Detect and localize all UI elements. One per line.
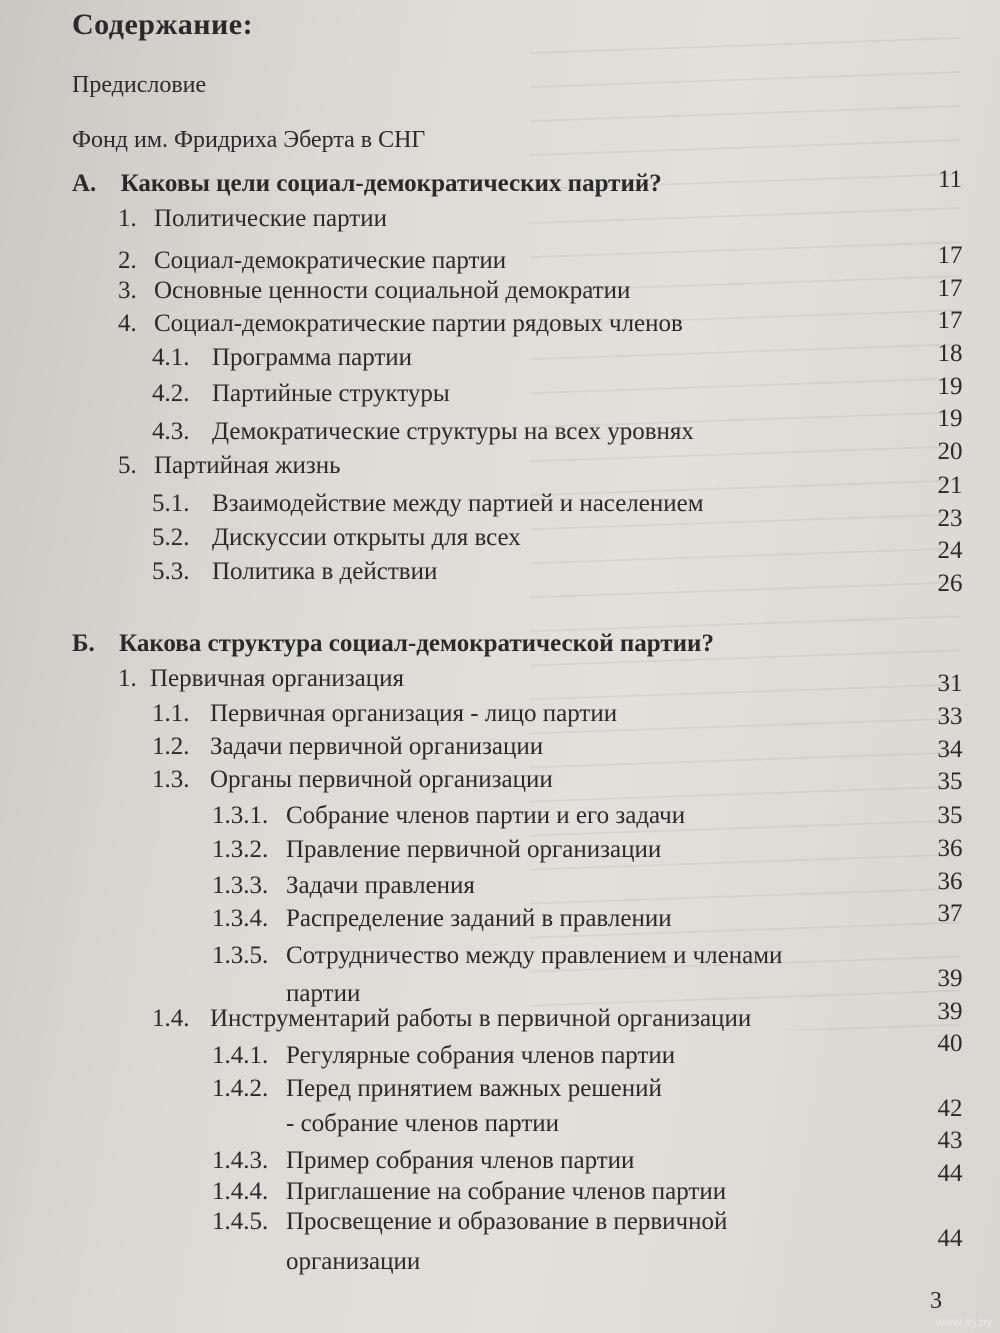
toc-entry: 1.3. Органы первичной организации	[152, 766, 553, 793]
page-number: 39	[937, 965, 963, 992]
page-number: 39	[937, 998, 963, 1025]
toc-entry: 4. Социал-демократические партии рядовых членов	[118, 310, 683, 337]
toc-entry: 1. Политические партии	[118, 205, 387, 232]
toc-entry: 1.4. Инструментарий работы в первичной организации	[152, 1005, 752, 1032]
section-a-heading	[72, 170, 662, 198]
toc-entry: 1.4.2. Перед принятием важных решений	[212, 1075, 662, 1102]
page-number: 36	[937, 868, 963, 895]
page-number: 17	[937, 242, 963, 269]
page-number: 33	[937, 703, 963, 730]
toc-entry: 1.3.4. Распределение заданий в правлении	[212, 905, 672, 932]
page-number: 37	[937, 900, 963, 927]
page-number: 35	[937, 802, 963, 829]
page-number: 21	[937, 472, 963, 499]
toc-entry: 1.4.4. Приглашение на собрание членов партии	[212, 1178, 727, 1205]
toc-entry-continuation: организации	[286, 1248, 421, 1275]
toc-entry: 4.2. Партийные структуры	[152, 380, 450, 407]
foundation-entry: Фонд им. Фридриха Эберта в СНГ	[72, 127, 426, 153]
toc-entry-continuation: партии	[286, 980, 361, 1007]
page-number: 43	[937, 1127, 963, 1154]
toc-entry: 5.1. Взаимодействие между партией и населением	[152, 490, 704, 517]
page-number: 44	[937, 1225, 963, 1252]
page-number: 36	[937, 835, 963, 862]
page-number: 26	[937, 570, 963, 597]
toc-entry: 5.3. Политика в действии	[152, 558, 438, 585]
folio-page-number: 3	[930, 1288, 942, 1314]
toc-entry: 1.3.2. Правление первичной организации	[212, 836, 662, 863]
page-number: 17	[937, 275, 963, 302]
preface-entry: Предисловие	[72, 72, 207, 98]
toc-entry: 2. Социал-демократические партии	[118, 247, 507, 274]
section-a-title: Каковы цели социал-демократических партий?	[120, 170, 662, 197]
toc-entry: 1.4.5. Просвещение и образование в первичной	[212, 1208, 728, 1235]
toc-entry: 1.1. Первичная организация - лицо партии	[152, 700, 618, 727]
page-number: 24	[937, 537, 963, 564]
section-b-letter: Б.	[72, 630, 95, 657]
section-b-heading	[72, 630, 714, 658]
page-number: 34	[937, 736, 963, 763]
toc-entry: 5. Партийная жизнь	[118, 452, 341, 479]
toc-entry: 1.4.1. Регулярные собрания членов партии	[212, 1042, 676, 1069]
toc-entry: 1. Первичная организация	[118, 665, 404, 692]
page-number: 23	[937, 505, 963, 532]
toc-entry: 4.3. Демократические структуры на всех уровнях	[152, 418, 694, 445]
section-a-letter: А.	[72, 170, 97, 197]
toc-entry: 1.3.5. Сотрудничество между правлением и членами	[212, 942, 783, 969]
toc-entry: 1.4.3. Пример собрания членов партии	[212, 1147, 635, 1174]
page-number: 19	[937, 373, 963, 400]
section-b-title: Какова структура социал-демократической партии?	[119, 630, 714, 657]
page-number: 42	[937, 1095, 963, 1122]
page-number: 11	[937, 166, 963, 193]
page-number: 31	[937, 670, 963, 697]
page-number: 20	[937, 438, 963, 465]
page-number: 18	[937, 340, 963, 367]
toc-entry: 4.1. Программа партии	[152, 344, 413, 371]
page-number: 35	[937, 768, 963, 795]
page-number: 17	[937, 307, 963, 334]
toc-entry: 1.3.1. Собрание членов партии и его задачи	[212, 802, 686, 829]
toc-entry: 1.3.3. Задачи правления	[212, 872, 475, 899]
page-number: 40	[937, 1030, 963, 1057]
toc-entry: 5.2. Дискуссии открыты для всех	[152, 524, 521, 551]
watermark: www.ay.by	[935, 1315, 992, 1329]
toc-entry: 3. Основные ценности социальной демократии	[118, 277, 631, 304]
toc-entry: 1.2. Задачи первичной организации	[152, 733, 544, 760]
page-number: 19	[937, 405, 963, 432]
toc-entry-continuation: - собрание членов партии	[286, 1110, 559, 1137]
page-title: Содержание:	[72, 8, 254, 41]
page-number: 44	[937, 1160, 963, 1187]
